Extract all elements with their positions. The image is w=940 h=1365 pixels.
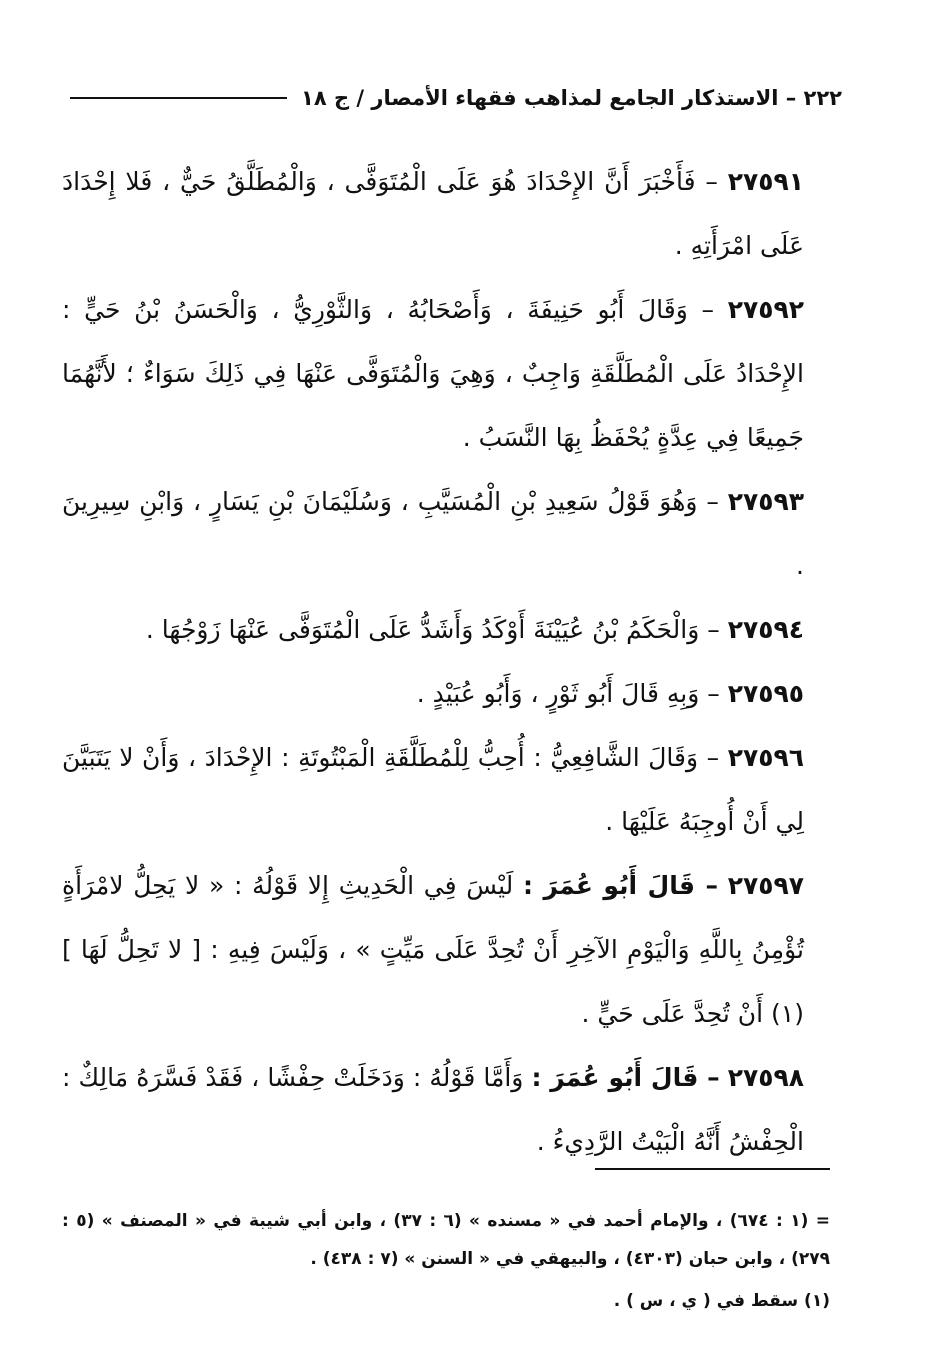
paragraph — [62, 150, 842, 278]
paragraph — [62, 854, 842, 1046]
paragraph — [62, 598, 842, 662]
paragraph-number: ٢٧٥٩١ — [727, 167, 804, 196]
speaker-lead: – قَالَ أَبُو عُمَرَ : — [523, 871, 718, 900]
paragraph-number: ٢٧٥٩٦ — [727, 743, 804, 772]
paragraph-text: – وَالْحَكَمُ بْنُ عُيَيْنَةَ أَوْكَدُ وَأَشَدُّ عَلَى الْمُتَوَفَّى عَنْهَا زَوْجُهَا . — [145, 615, 720, 644]
paragraph-text: – وَقَالَ الشَّافِعِيُّ : أُحِبُّ لِلْمُطَلَّقَةِ الْمَبْتُوتَةِ : الإِحْدَادَ ، وَأَنْ لا يَتَبَيَّنَ لِي أَنْ أُوجِبَهُ عَلَيْهَا . — [62, 743, 804, 836]
paragraph-text: وَأَمَّا قَوْلُهُ : وَدَخَلَتْ حِفْشًا ، فَقَدْ فَسَّرَهُ مَالِكٌ : الْحِفْشُ أَنَّهُ الْبَيْتُ الرَّدِيءُ . — [62, 1063, 804, 1156]
footnote-separator — [595, 1168, 830, 1170]
paragraph-text: لَيْسَ فِي الْحَدِيثِ إِلا قَوْلُهُ : « لا يَحِلُّ لامْرَأَةٍ تُؤْمِنُ بِاللَّهِ وَالْيَوْمِ الآخِرِ أَنْ تُحِدَّ عَلَى مَيِّتٍ » ، وَلَيْسَ فِيهِ : [ لا تَحِلُّ لَهَا ](١) أَنْ تُحِدَّ عَلَى حَيٍّ . — [62, 871, 804, 1028]
speaker-lead: – قَالَ أَبُو عُمَرَ : — [531, 1063, 720, 1092]
paragraph-number: ٢٧٥٩٧ — [727, 871, 804, 900]
paragraph-text: – وَبِهِ قَالَ أَبُو ثَوْرٍ ، وَأَبُو عُبَيْدٍ . — [416, 679, 720, 708]
paragraph-number: ٢٧٥٩٣ — [727, 487, 804, 516]
running-header — [70, 78, 842, 118]
paragraph-number: ٢٧٥٩٢ — [727, 295, 804, 324]
footnotes — [62, 1202, 830, 1320]
paragraph-number: ٢٧٥٩٤ — [727, 615, 804, 644]
paragraph-text: – وَقَالَ أَبُو حَنِيفَةَ ، وَأَصْحَابُهُ ، وَالثَّوْرِيُّ ، وَالْحَسَنُ بْنُ حَيٍّ : الإِحْدَادُ عَلَى الْمُطَلَّقَةِ وَاجِبٌ ، وَهِيَ وَالْمُتَوَفَّى عَنْهَا فِي ذَلِكَ سَوَاءٌ ؛ لأَنَّهُمَا جَمِيعًا فِي عِدَّةٍ يُحْفَظُ بِهَا النَّسَبُ . — [62, 295, 804, 452]
paragraph — [62, 470, 842, 598]
paragraph — [62, 1046, 842, 1174]
paragraph-number: ٢٧٥٩٨ — [727, 1063, 805, 1092]
paragraph-text: – فَأَخْبَرَ أَنَّ الإِحْدَادَ هُوَ عَلَى الْمُتَوَفَّى ، وَالْمُطَلَّقُ حَيٌّ ، فَلا إِحْدَادَ عَلَى امْرَأَتِهِ . — [62, 167, 804, 260]
paragraph-text: – وَهُوَ قَوْلُ سَعِيدِ بْنِ الْمُسَيَّبِ ، وَسُلَيْمَانَ بْنِ يَسَارٍ ، وَابْنِ سِيرِينَ . — [62, 487, 804, 580]
paragraph — [62, 662, 842, 726]
header-title: ٢٢٢ – الاستذكار الجامع لمذاهب فقهاء الأمصار / ج ١٨ — [301, 86, 842, 110]
footnote: (١) سقط في ( ي ، س ) . — [613, 1291, 830, 1311]
header-rule — [70, 97, 287, 99]
main-text — [62, 150, 842, 1174]
paragraph-number: ٢٧٥٩٥ — [727, 679, 804, 708]
paragraph — [62, 278, 842, 470]
footnote: = (١ : ٦٧٤) ، والإمام أحمد في « مسنده » (٦ : ٣٧) ، وابن أبي شيبة في « المصنف » (٥ : ٢٧٩) ، وابن حبان (٤٣٠٣) ، والبيهقي في « السنن » (٧ : ٤٣٨) . — [62, 1211, 831, 1269]
paragraph — [62, 726, 842, 854]
